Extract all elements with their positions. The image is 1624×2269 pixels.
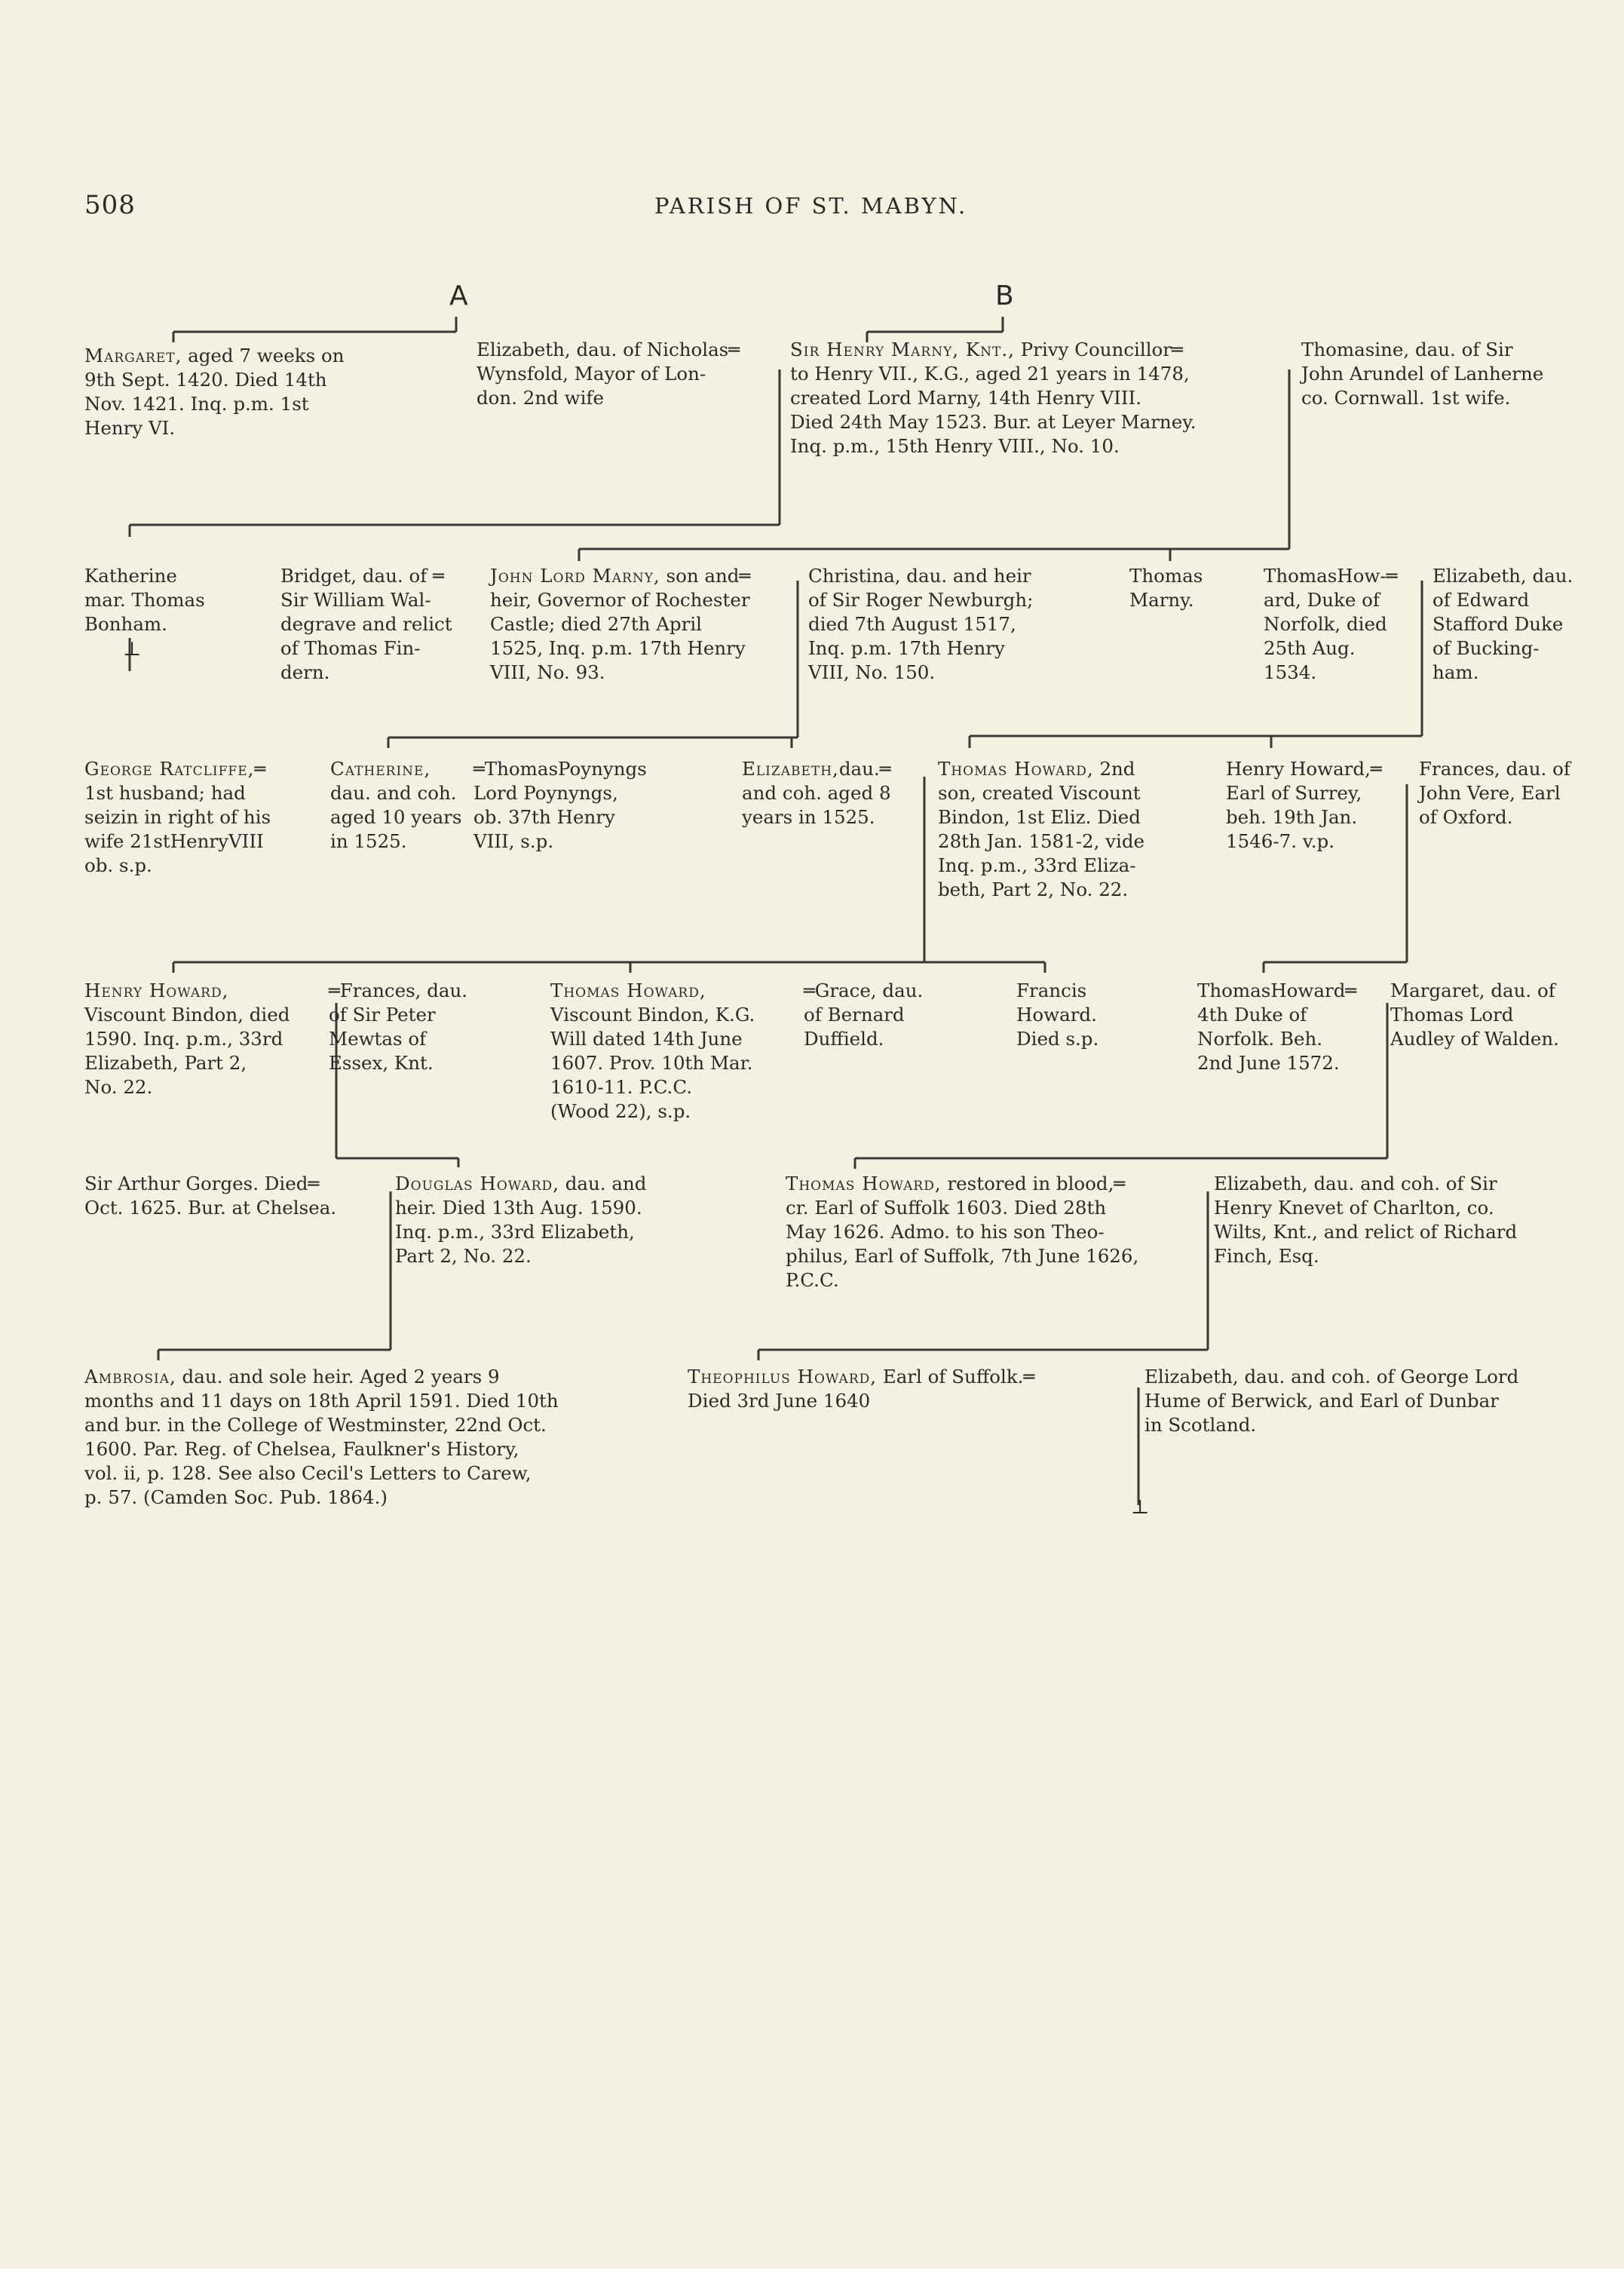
entry-douglas-howard: Douglas Howard, dau. and heir. Died 13th Aug. 1590. Inq. p.m., 33rd Elizabeth, Part 2, No. 22. <box>395 1173 647 1267</box>
page-number: 508 <box>84 190 136 220</box>
entry-elizabeth-knevet: Elizabeth, dau. and coh. of Sir Henry Knevet of Charlton, co. Wilts, Knt., and relict of Richard Finch, Esq. <box>1214 1173 1518 1267</box>
entry-thomas-howard-suffolk: Thomas Howard, restored in blood,═ cr. Earl of Suffolk 1603. Died 28th May 1626. Admo. to his son Theo- philus, Earl of Suffolk, 7th June 1626, P.C.C. <box>786 1173 1139 1291</box>
entry-george-ratcliffe: George Ratcliffe,═ 1st husband; had seizin in right of his wife 21stHenryVIII ob. s.p. <box>84 758 271 876</box>
entry-elizabeth-hume: Elizabeth, dau. and coh. of George Lord Hume of Berwick, and Earl of Dunbar in Scotland. <box>1144 1366 1519 1436</box>
descent-mark-theophilus: ⊥ <box>1131 1496 1150 1519</box>
entry-katherine: Katherine mar. Thomas Bonham. <box>84 565 205 635</box>
marker-a: A <box>449 281 468 311</box>
descent-mark-katherine: ⊥ <box>123 638 142 661</box>
marker-b: B <box>995 281 1014 311</box>
entry-henry-marny: Sir Henry Marny, Knt., Privy Councillor═ to Henry VII., K.G., aged 21 years in 1478, created Lord Marny, 14th Henry VIII. Died 24th May 1523. Bur. at Leyer Marney. Inq. p.m., 15th Henry VIII., No. 10. <box>790 339 1197 457</box>
entry-ambrosia: Ambrosia, dau. and sole heir. Aged 2 years 9 months and 11 days on 18th April 1591. Died 10th and bur. in the College of Westminster, 22nd Oct. 1600. Par. Reg. of Chelsea, Faulkner's History, vol. ii, p. 128. See also Cecil's Letters to Carew, p. 57. (Camden Soc. Pub. 1864.) <box>84 1366 559 1508</box>
entry-thomas-howard-norfolk: ThomasHow-═ ard, Duke of Norfolk, died 25th Aug. 1534. <box>1264 565 1398 683</box>
entry-arthur-gorges: Sir Arthur Gorges. Died═ Oct. 1625. Bur. at Chelsea. <box>84 1173 337 1219</box>
entry-elizabeth-stafford: Elizabeth, dau. of Edward Stafford Duke of Bucking- ham. <box>1432 565 1573 683</box>
entry-thomas-howard-bindon: Thomas Howard, 2nd son, created Viscount Bindon, 1st Eliz. Died 28th Jan. 1581-2, vide Inq. p.m., 33rd Eliza- beth, Part 2, No. 22. <box>938 758 1145 900</box>
entry-henry-howard-surrey: Henry Howard,═ Earl of Surrey, beh. 19th Jan. 1546-7. v.p. <box>1226 758 1382 852</box>
entry-henry-howard-bindon: Henry Howard, Viscount Bindon, died 1590. Inq. p.m., 33rd Elizabeth, Part 2, No. 22. <box>84 980 290 1098</box>
entry-john-lord-marny: John Lord Marny, son and═ heir, Governor of Rochester Castle; died 27th April 1525, Inq. p.m. 17th Henry VIII, No. 93. <box>490 565 751 683</box>
entry-christina: Christina, dau. and heir of Sir Roger Newburgh; died 7th August 1517, Inq. p.m. 17th Henry VIII, No. 150. <box>808 565 1034 683</box>
entry-thomas-poynyngs: ═ThomasPoynyngs Lord Poynyngs, ob. 37th Henry VIII, s.p. <box>473 758 647 852</box>
entry-thomas-howard-viscount: Thomas Howard, Viscount Bindon, K.G. Will dated 14th June 1607. Prov. 10th Mar. 1610-11. P.C.C. (Wood 22), s.p. <box>550 980 755 1122</box>
entry-bridget: Bridget, dau. of ═ Sir William Wal- degrave and relict of Thomas Fin- dern. <box>280 565 452 683</box>
entry-elizabeth-wynsfold: Elizabeth, dau. of Nicholas═ Wynsfold, Mayor of Lon- don. 2nd wife <box>476 339 740 409</box>
entry-frances-mewtas: ═Frances, dau. of Sir Peter Mewtas of Essex, Knt. <box>329 980 468 1074</box>
entry-margaret: Margaret, aged 7 weeks on 9th Sept. 1420. Died 14th Nov. 1421. Inq. p.m. 1st Henry VI. <box>84 345 345 439</box>
entry-thomas-marny: Thomas Marny. <box>1129 565 1203 611</box>
entry-thomasine: Thomasine, dau. of Sir John Arundel of Lanherne co. Cornwall. 1st wife. <box>1301 339 1544 409</box>
entry-margaret-audley: Margaret, dau. of Thomas Lord Audley of Walden. <box>1390 980 1559 1050</box>
entry-thomas-howard-4th-duke: ThomasHoward═ 4th Duke of Norfolk. Beh. 2nd June 1572. <box>1197 980 1357 1074</box>
entry-frances-vere: Frances, dau. of John Vere, Earl of Oxford. <box>1419 758 1570 828</box>
entry-elizabeth-marny: Elizabeth,dau.═ and coh. aged 8 years in 1525. <box>742 758 891 828</box>
entry-catherine: Catherine, dau. and coh. aged 10 years in 1525. <box>330 758 462 852</box>
entry-grace-duffield: ═Grace, dau. of Bernard Duffield. <box>804 980 924 1050</box>
entry-francis-howard: Francis Howard. Died s.p. <box>1016 980 1099 1050</box>
entry-theophilus-howard: Theophilus Howard, Earl of Suffolk.═ Died 3rd June 1640 <box>688 1366 1035 1412</box>
page-title: PARISH OF ST. MABYN. <box>654 193 968 219</box>
